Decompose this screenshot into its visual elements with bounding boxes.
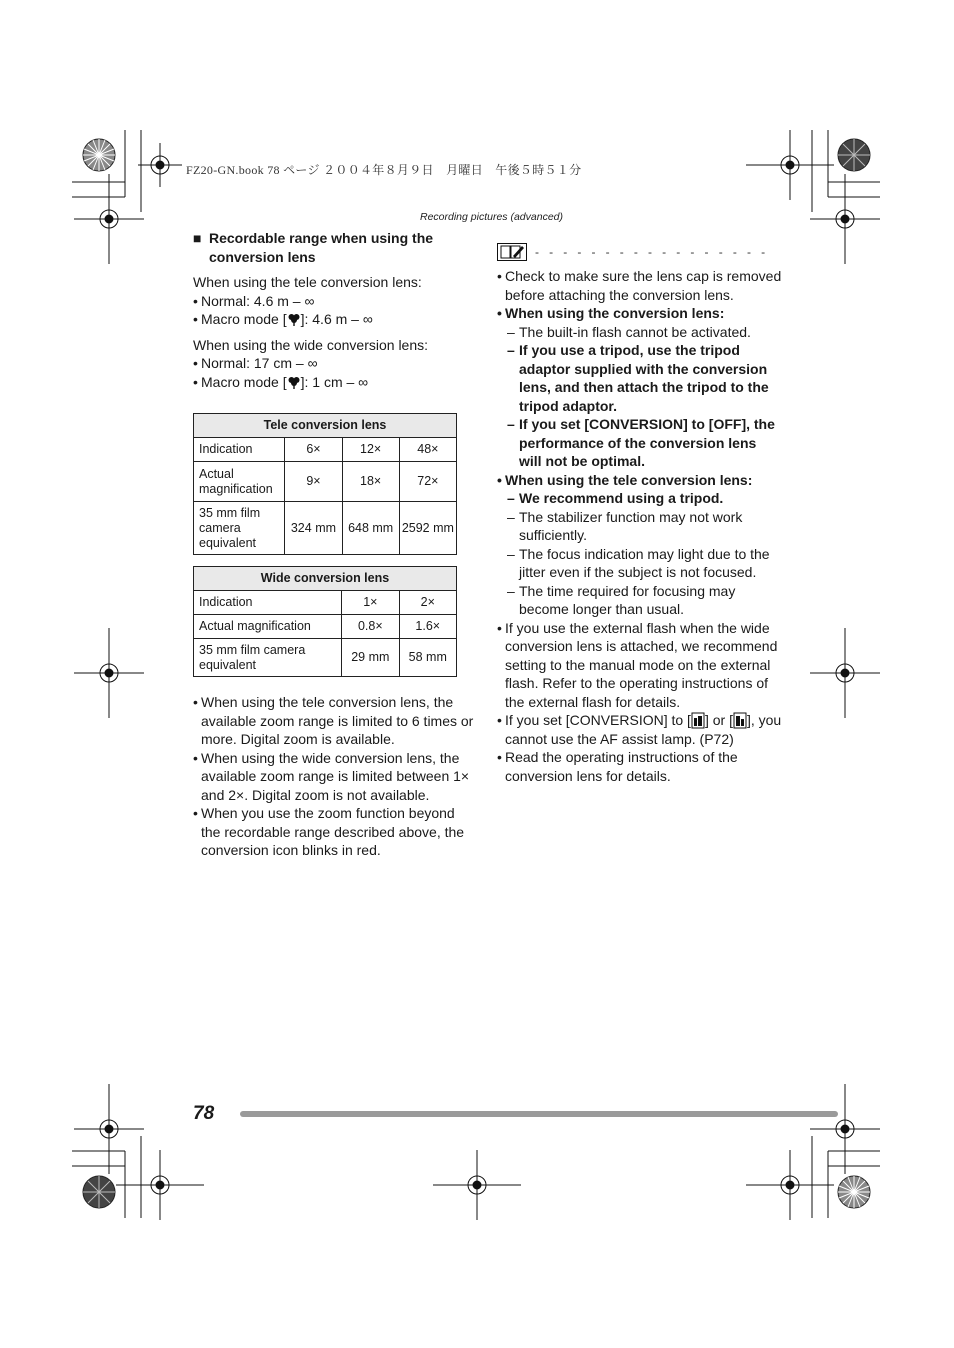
- sub-item: – The built-in flash cannot be activated.: [507, 323, 751, 340]
- running-head: Recording pictures (advanced): [420, 211, 563, 223]
- tele-normal-item: • Normal: 4.6 m – ∞: [193, 292, 315, 309]
- table-row: Actual magnification 9× 18× 72×: [194, 462, 457, 502]
- note-header: [497, 241, 782, 263]
- sub-item: – We recommend using a tripod.: [507, 490, 724, 506]
- wide-macro-item: • Macro mode [ ]: 1 cm – ∞: [193, 373, 369, 390]
- list-item: • When using the tele conversion lens:: [497, 471, 753, 488]
- page-footer: [193, 1101, 838, 1123]
- wide-conversion-table: [193, 566, 457, 677]
- right-column: [497, 241, 782, 785]
- sub-item: – The focus indication may light due to the jitter even if the subject is not focused.: [507, 545, 770, 580]
- table-row: 35 mm film camera equivalent 29 mm 58 mm: [194, 639, 457, 677]
- list-item: • When using the tele conversion lens, the available zoom range is limited to 6 times or more. Digital zoom is available.: [193, 694, 474, 747]
- list-item: • When using the wide conversion lens, the available zoom range is limited between 1× and 2×. Digital zoom is not available.: [193, 749, 470, 803]
- table-row: 35 mm film camera equivalent 324 mm 648 mm 2592 mm: [194, 502, 457, 555]
- wide-intro: When using the wide conversion lens:: [193, 336, 429, 353]
- macro-flower-icon: [287, 375, 301, 389]
- tele-conversion-icon: [691, 712, 705, 729]
- sub-item: – The time required for focusing may become longer than usual.: [507, 582, 736, 617]
- sub-item: – If you use a tripod, use the tripod adaptor supplied with the conversion lens, and then attach the tripod to the tripod adaptor.: [507, 342, 769, 414]
- sub-item: – If you set [CONVERSION] to [OFF], the performance of the conversion lens will not be optimal.: [507, 416, 775, 469]
- wide-normal-item: • Normal: 17 cm – ∞: [193, 355, 318, 371]
- table-row: Actual magnification 0.8× 1.6×: [194, 615, 457, 639]
- table-title: Tele conversion lens: [194, 414, 457, 438]
- sub-item: – The stabilizer function may not work sufficiently.: [507, 508, 743, 543]
- page-number: 78: [193, 1103, 215, 1124]
- tele-macro-item: • Macro mode [ ]: 4.6 m – ∞: [193, 311, 373, 327]
- list-item: • Check to make sure the lens cap is removed before attaching the conversion lens.: [497, 268, 782, 303]
- tele-intro: When using the tele conversion lens:: [193, 274, 422, 290]
- list-item: • If you set [CONVERSION] to [ ] or [ ], you cannot use the AF assist lamp. (P72): [497, 712, 782, 747]
- section-heading: ■ Recordable range when using the conversion lens: [193, 230, 434, 265]
- tele-conversion-table: [193, 413, 457, 555]
- table-row: Indication 1× 2×: [194, 591, 457, 615]
- macro-flower-icon: [287, 312, 301, 326]
- note-dashes: - - - - - - - - - - - - - - - - -: [535, 244, 769, 259]
- table-title: Wide conversion lens: [194, 567, 457, 591]
- note-pencil-icon: [497, 243, 527, 261]
- square-bullet-icon: ■: [193, 230, 202, 246]
- table-row: Indication 6× 12× 48×: [194, 438, 457, 462]
- wide-conversion-icon: [733, 712, 747, 729]
- print-slug: FZ20-GN.book 78 ページ ２００４年８月９日 月曜日 午後５時５１分: [186, 163, 582, 177]
- list-item: • When you use the zoom function beyond the recordable range described above, the conversion icon blinks in red.: [193, 805, 465, 858]
- list-item: • When using the conversion lens:: [497, 305, 725, 321]
- left-column: [193, 229, 478, 860]
- footer-rule: [240, 1111, 838, 1117]
- list-item: • If you use the external flash when the wide conversion lens is attached, we recommend setting to the manual mode on the external flash. Refer to the operating instructions of the external flash for details.: [497, 619, 778, 710]
- list-item: • Read the operating instructions of the conversion lens for details.: [497, 749, 738, 784]
